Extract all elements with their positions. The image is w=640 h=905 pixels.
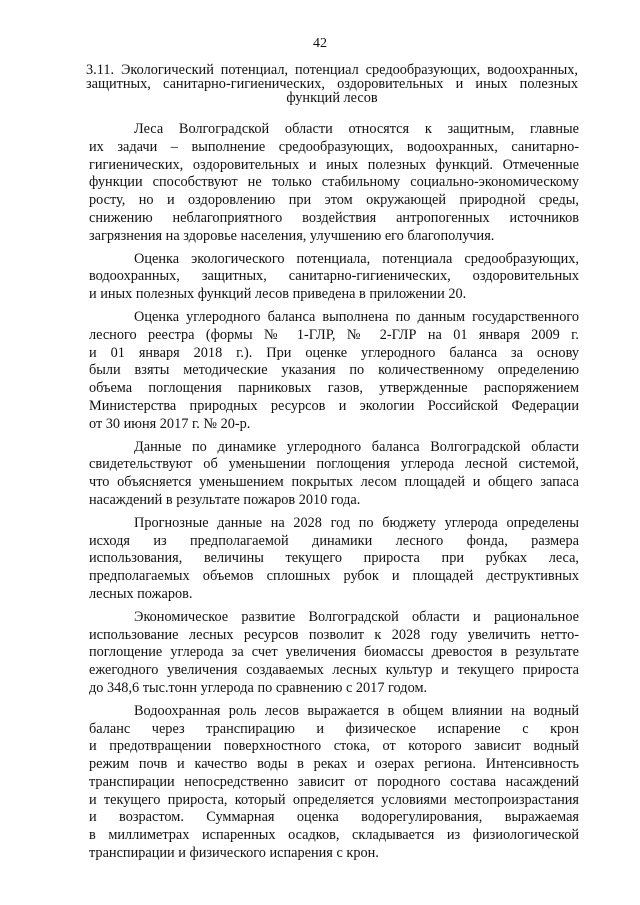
- section-heading: [86, 63, 578, 105]
- heading-line: защитных, санитарно-гигиенических, оздоровительных и иных полезных: [86, 76, 578, 92]
- paragraph: [89, 515, 579, 604]
- paragraph: [89, 703, 579, 863]
- paragraph-line: до 348,6 тыс.тонн углерода по сравнению с 2017 годом.: [89, 679, 428, 696]
- paragraph-line: загрязнения на здоровье населения, улучшению его благополучия.: [89, 227, 495, 244]
- paragraph-line: от 30 июня 2017 г. № 20-р.: [89, 415, 251, 432]
- paragraph-line: транспирации и физического испарения с крон.: [89, 845, 379, 862]
- paragraph: [89, 609, 579, 698]
- paragraph-line: Леса Волгоградской области относятся к защитным, главные: [134, 121, 579, 137]
- paragraph-line: в миллиметрах испаренных осадков, складывается из физиологической: [89, 827, 579, 844]
- paragraph-line: лесного реестра (формы № 1-ГЛР, № 2-ГЛР на 01 января 2009 г.: [89, 326, 579, 343]
- paragraph-line: функции способствуют не только стабильному социально-экономическому: [89, 174, 579, 191]
- paragraph-line: поглощение углерода за счет увеличения биомассы древостоя в результате: [89, 644, 579, 661]
- paragraph-line: водоохранных, защитных, санитарно-гигиенических, оздоровительных: [89, 268, 579, 285]
- paragraph-line: и текущего прироста, который определяется условиями местопроизрастания: [89, 791, 579, 808]
- paragraph-line: росту, но и оздоровлению при этом окружающей природной среды,: [89, 192, 579, 209]
- paragraph-line: Водоохранная роль лесов выражается в общем влиянии на водный: [134, 702, 579, 719]
- paragraph-line: режим почв и качество воды в реках и озерах региона. Интенсивность: [89, 756, 579, 773]
- paragraph-line: Оценка экологического потенциала, потенциала средообразующих,: [134, 250, 579, 267]
- paragraph-line: гигиенических, оздоровительных и иных полезных функций. Отмеченные: [89, 156, 579, 173]
- paragraph-line: баланс через транспирацию и физическое испарение с крон: [89, 720, 579, 737]
- paragraph-line: Прогнозные данные на 2028 год по бюджету углерода определены: [134, 514, 579, 531]
- paragraph-line: и возрастом. Суммарная оценка водорегулирования, выражаемая: [89, 809, 579, 826]
- paragraph-line: и 01 января 2018 г.). При оценке углеродного баланса за основу: [89, 344, 579, 361]
- paragraph-line: Данные по динамике углеродного баланса Волгоградской области: [134, 438, 579, 455]
- paragraph-line: и предотвращении поверхностного стока, от которого зависит водный: [89, 738, 579, 755]
- paragraph-line: и иных полезных функций лесов приведена в приложении 20.: [89, 286, 467, 303]
- paragraph-line: насаждений в результате пожаров 2010 года.: [89, 491, 361, 508]
- paragraph: [89, 309, 579, 434]
- paragraph-line: транспирации непосредственно зависит от породного состава насаждений: [89, 773, 579, 790]
- paragraph-line: Экономическое развитие Волгоградской области и рациональное: [134, 608, 579, 625]
- paragraph-line: исходя из предполагаемой динамики лесного фонда, размера: [89, 532, 579, 549]
- paragraph: [89, 439, 579, 510]
- paragraph: [89, 251, 579, 304]
- paragraph-line: лесных пожаров.: [89, 585, 193, 602]
- paragraph-line: Министерства природных ресурсов и экологии Российской Федерации: [89, 397, 579, 414]
- paragraph-line: Оценка углеродного баланса выполнена по данным государственного: [134, 308, 579, 325]
- paragraph-line: предполагаемых объемов сплошных рубок и площадей деструктивных: [89, 568, 579, 585]
- paragraph-line: были взяты методические указания по количественному определению: [89, 362, 579, 379]
- paragraph: [89, 121, 579, 246]
- page-number: 42: [313, 36, 327, 51]
- paragraph-line: что объясняется уменьшением покрытых лесом площадей и общего запаса: [89, 474, 579, 491]
- document-body: [89, 121, 579, 868]
- paragraph-line: их задачи – выполнение средообразующих, водоохранных, санитарно-: [89, 138, 579, 155]
- paragraph-line: использование лесных ресурсов позволит к 2028 году увеличить нетто-: [89, 626, 579, 643]
- heading-line: 3.11. Экологический потенциал, потенциал средообразующих, водоохранных,: [86, 62, 578, 78]
- heading-line: функций лесов: [286, 90, 378, 106]
- paragraph-line: свидетельствуют об уменьшении поглощения углерода лесной системой,: [89, 456, 579, 473]
- paragraph-line: использования, величины текущего прироста при рубках леса,: [89, 550, 579, 567]
- paragraph-line: ежегодного увеличения создаваемых лесных культур и текущего прироста: [89, 662, 579, 679]
- paragraph-line: объема поглощения парниковых газов, утвержденные распоряжением: [89, 380, 579, 397]
- paragraph-line: снижению неблагоприятного воздействия антропогенных источников: [89, 209, 579, 226]
